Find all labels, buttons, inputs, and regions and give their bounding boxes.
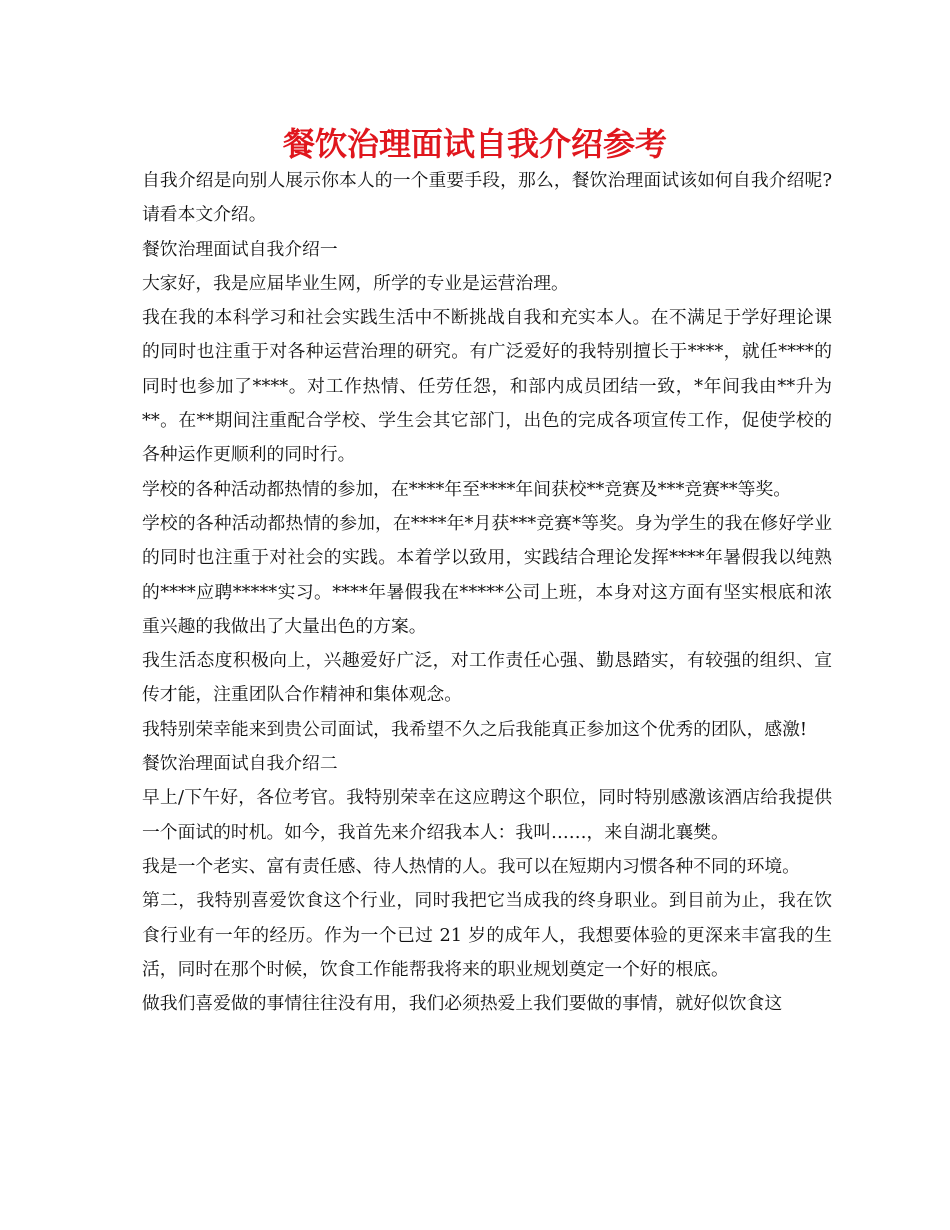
paragraph: 我在我的本科学习和社会实践生活中不断挑战自我和充实本人。在不满足于学好理论课的同时也注重于对各种运营治理的研究。有广泛爱好的我特别擅长于****，就任****的同时也参加了****。对工作热情、任劳任怨，和部内成员团结一致，*年间我由**升为**。在**期间注重配合学校、学生会其它部门，出色的完成各项宣传工作，促使学校的各种运作更顺利的同时行。	[142, 307, 832, 466]
paragraph: 早上/下午好，各位考官。我特别荣幸在这应聘这个职位，同时特别感激该酒店给我提供一个面试的时机。如今，我首先来介绍我本人：我叫……，来自湖北襄樊。	[142, 787, 832, 843]
section-heading-one: 餐饮治理面试自我介绍一	[142, 238, 338, 260]
paragraph: 我生活态度积极向上，兴趣爱好广泛，对工作责任心强、勤恳踏实，有较强的组织、宣传才能，注重团队合作精神和集体观念。	[142, 650, 832, 706]
document-body	[142, 164, 832, 1021]
section-heading-two: 餐饮治理面试自我介绍二	[142, 753, 338, 775]
paragraph: 我是一个老实、富有责任感、待人热情的人。我可以在短期内习惯各种不同的环境。	[142, 855, 800, 877]
document-title: 餐饮治理面试自我介绍参考	[282, 125, 667, 163]
paragraph: 我特别荣幸能来到贵公司面试，我希望不久之后我能真正参加这个优秀的团队，感激!	[142, 718, 808, 740]
paragraph: 学校的各种活动都热情的参加，在****年至****年间获校**竞赛及***竞赛**等奖。	[142, 478, 792, 500]
paragraph: 做我们喜爱做的事情往往没有用，我们必须热爱上我们要做的事情，就好似饮食这	[142, 993, 783, 1015]
paragraph-intro: 自我介绍是向别人展示你本人的一个重要手段，那么，餐饮治理面试该如何自我介绍呢?请看本文介绍。	[142, 170, 832, 226]
paragraph: 第二，我特别喜爱饮食这个行业，同时我把它当成我的终身职业。到目前为止，我在饮食行业有一年的经历。作为一个已过 21 岁的成年人，我想要体验的更深来丰富我的生活，同时在那个时候，饮食工作能帮我将来的职业规划奠定一个好的根底。	[142, 890, 832, 980]
paragraph: 学校的各种活动都热情的参加，在****年*月获***竞赛*等奖。身为学生的我在修好学业的同时也注重于对社会的实践。本着学以致用，实践结合理论发挥****年暑假我以纯熟的****应聘*****实习。****年暑假我在*****公司上班，本身对这方面有坚实根底和浓重兴趣的我做出了大量出色的方案。	[142, 512, 832, 637]
paragraph: 大家好，我是应届毕业生网，所学的专业是运营治理。	[142, 272, 569, 294]
